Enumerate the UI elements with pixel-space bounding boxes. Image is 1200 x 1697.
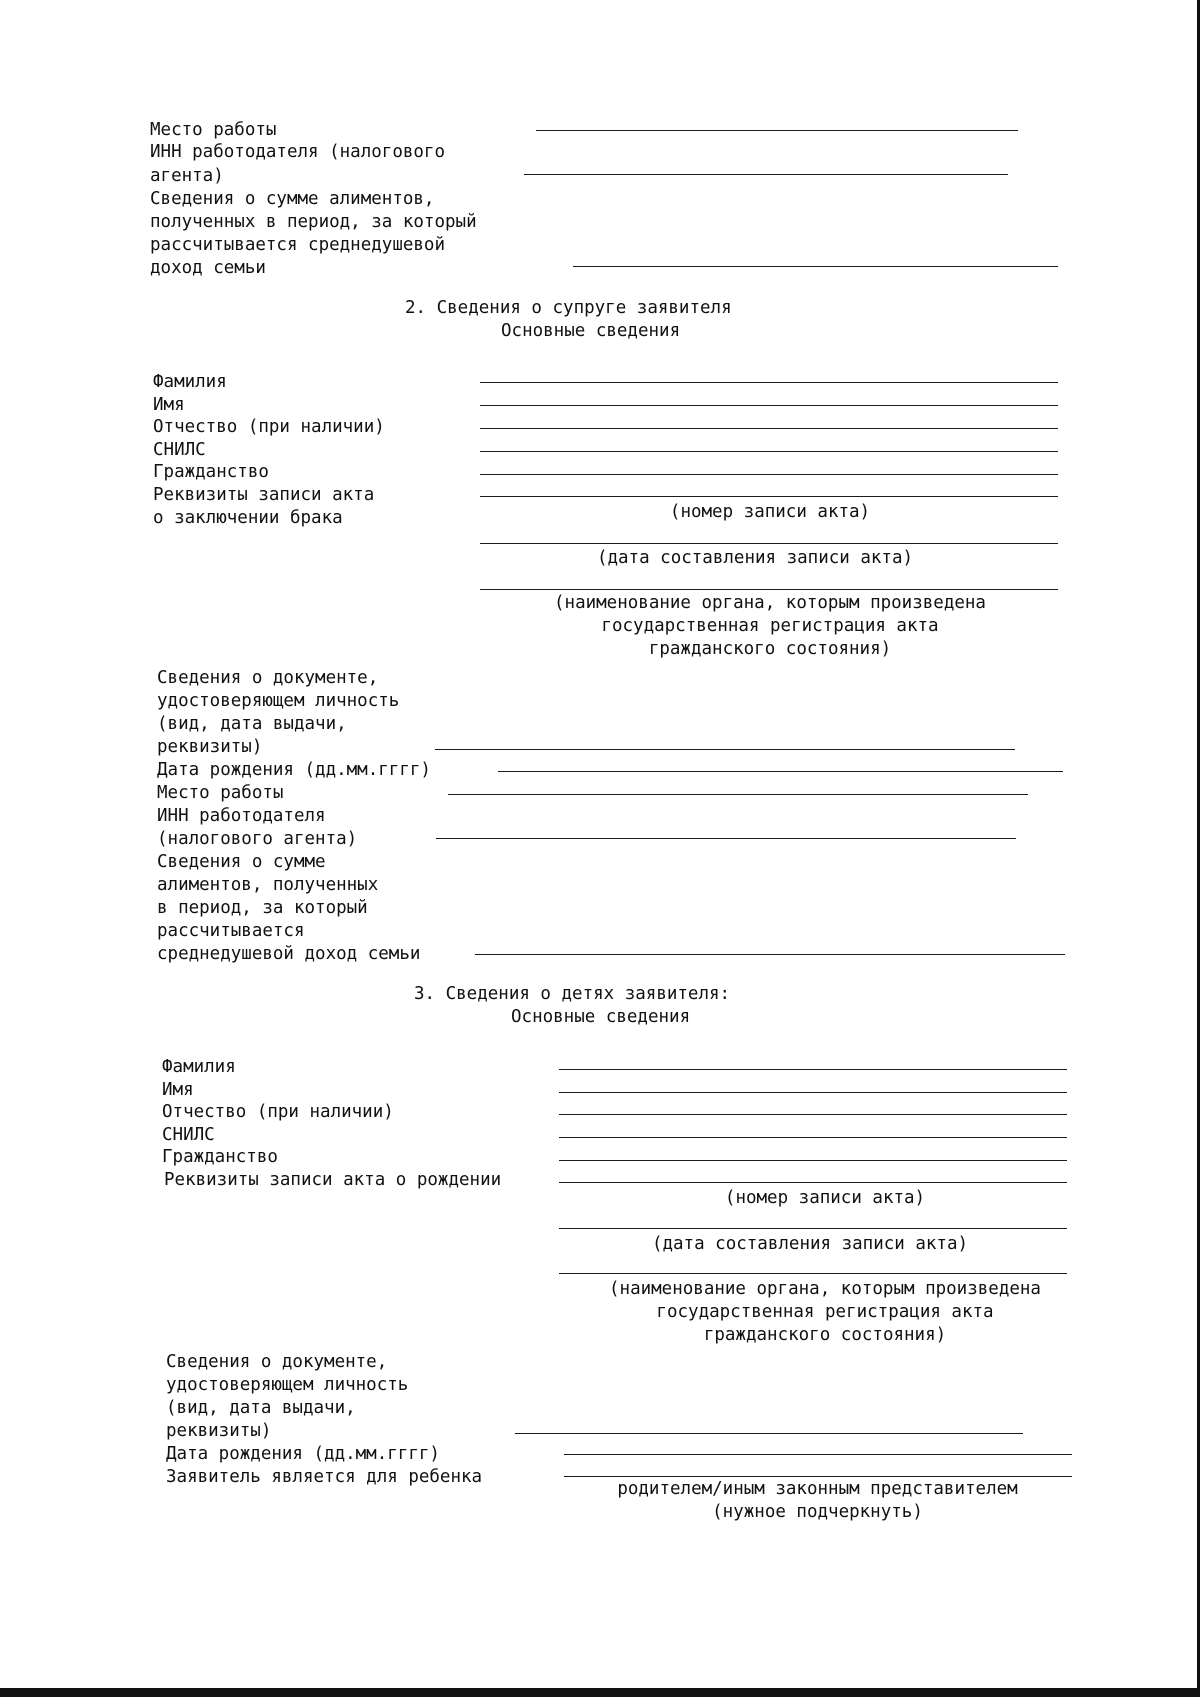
spouse-work-place-field[interactable] (448, 794, 1028, 795)
spouse-patronymic-field[interactable] (480, 428, 1058, 429)
child-authority-caption-line3: гражданского состояния) (703, 1325, 947, 1345)
employer-inn-label-line2: агента) (150, 166, 224, 186)
child-citizenship-label: Гражданство (162, 1147, 278, 1167)
spouse-birth-date-label: Дата рождения (дд.мм.гггг) (157, 760, 431, 780)
birth-record-date-field[interactable] (559, 1228, 1067, 1229)
spouse-citizenship-label: Гражданство (153, 462, 269, 482)
child-birth-date-label: Дата рождения (дд.мм.гггг) (166, 1444, 440, 1464)
spouse-employer-inn-label-line2: (налогового агента) (157, 829, 358, 849)
child-snils-label: СНИЛС (162, 1125, 215, 1145)
alimony-label-line4: доход семьи (150, 258, 266, 278)
spouse-employer-inn-field[interactable] (436, 838, 1016, 839)
spouse-patronymic-label: Отчество (при наличии) (153, 417, 385, 437)
applicant-role-caption-line1: родителем/иным законным представителем (617, 1479, 1018, 1499)
spouse-work-place-label: Место работы (157, 783, 284, 803)
child-name-label: Имя (162, 1080, 194, 1100)
spouse-snils-field[interactable] (480, 451, 1058, 452)
spouse-id-doc-label-line1: Сведения о документе, (157, 668, 379, 688)
spouse-surname-label: Фамилия (153, 372, 227, 392)
child-id-doc-label-line3: (вид, дата выдачи, (166, 1398, 356, 1418)
authority-caption-line3: гражданского состояния) (648, 639, 892, 659)
spouse-surname-field[interactable] (480, 382, 1058, 383)
child-authority-caption-line1: (наименование органа, которым произведена (609, 1279, 1041, 1299)
spouse-alimony-label-line3: в период, за который (157, 898, 368, 918)
spouse-snils-label: СНИЛС (153, 440, 206, 460)
child-surname-label: Фамилия (162, 1057, 236, 1077)
child-patronymic-label: Отчество (при наличии) (162, 1102, 394, 1122)
applicant-role-label: Заявитель является для ребенка (166, 1467, 483, 1487)
child-authority-caption-line2: государственная регистрация акта (656, 1302, 994, 1322)
spouse-id-doc-field[interactable] (435, 749, 1015, 750)
alimony-label-line2: полученных в период, за который (150, 212, 477, 232)
marriage-record-label-line1: Реквизиты записи акта (153, 485, 375, 505)
birth-authority-field[interactable] (559, 1273, 1067, 1274)
section2-subtitle: Основные сведения (501, 321, 681, 341)
spouse-id-doc-label-line4: реквизиты) (157, 737, 263, 757)
child-id-doc-label-line1: Сведения о документе, (166, 1352, 388, 1372)
child-record-date-caption: (дата составления записи акта) (651, 1234, 969, 1254)
page-border-bottom (0, 1688, 1200, 1697)
record-date-caption: (дата составления записи акта) (596, 548, 914, 568)
employer-inn-label-line1: ИНН работодателя (налогового (150, 142, 446, 162)
birth-record-label: Реквизиты записи акта о рождении (164, 1170, 502, 1190)
spouse-birth-date-field[interactable] (498, 771, 1063, 772)
spouse-name-label: Имя (153, 395, 185, 415)
work-place-label: Место работы (150, 120, 277, 140)
birth-record-number-field[interactable] (559, 1182, 1067, 1183)
child-id-doc-field[interactable] (515, 1433, 1023, 1434)
marriage-record-number-field[interactable] (480, 496, 1058, 497)
marriage-authority-field[interactable] (480, 589, 1058, 590)
authority-caption-line2: государственная регистрация акта (601, 616, 939, 636)
spouse-alimony-label-line2: алиментов, полученных (157, 875, 379, 895)
spouse-alimony-label-line4: рассчитывается (157, 921, 305, 941)
spouse-name-field[interactable] (480, 405, 1058, 406)
spouse-alimony-label-line1: Сведения о сумме (157, 852, 326, 872)
marriage-record-label-line2: о заключении брака (153, 508, 343, 528)
spouse-alimony-field[interactable] (475, 954, 1065, 955)
child-record-number-caption: (номер записи акта) (724, 1188, 926, 1208)
spouse-employer-inn-label-line1: ИНН работодателя (157, 806, 326, 826)
spouse-citizenship-field[interactable] (480, 474, 1058, 475)
spouse-alimony-label-line5: среднедушевой доход семьи (157, 944, 421, 964)
spouse-id-doc-label-line3: (вид, дата выдачи, (157, 714, 347, 734)
spouse-id-doc-label-line2: удостоверяющем личность (157, 691, 400, 711)
child-id-doc-label-line4: реквизиты) (166, 1421, 272, 1441)
work-place-field[interactable] (536, 130, 1018, 131)
section3-title: 3. Сведения о детях заявителя: (414, 984, 731, 1004)
child-name-field[interactable] (559, 1092, 1067, 1093)
record-number-caption: (номер записи акта) (669, 502, 871, 522)
alimony-label-line1: Сведения о сумме алиментов, (150, 189, 435, 209)
child-birth-date-field[interactable] (564, 1454, 1072, 1455)
child-id-doc-label-line2: удостоверяющем личность (166, 1375, 409, 1395)
child-snils-field[interactable] (559, 1137, 1067, 1138)
child-surname-field[interactable] (559, 1069, 1067, 1070)
employer-inn-field[interactable] (524, 174, 1008, 175)
alimony-field[interactable] (573, 266, 1058, 267)
applicant-role-field[interactable] (564, 1476, 1072, 1477)
applicant-role-caption-line2: (нужное подчеркнуть) (712, 1502, 923, 1522)
authority-caption-line1: (наименование органа, которым произведена (554, 593, 986, 613)
child-citizenship-field[interactable] (559, 1160, 1067, 1161)
alimony-label-line3: рассчитывается среднедушевой (150, 235, 446, 255)
section2-title: 2. Сведения о супруге заявителя (405, 298, 732, 318)
marriage-record-date-field[interactable] (480, 543, 1058, 544)
child-patronymic-field[interactable] (559, 1114, 1067, 1115)
section3-subtitle: Основные сведения (511, 1007, 691, 1027)
